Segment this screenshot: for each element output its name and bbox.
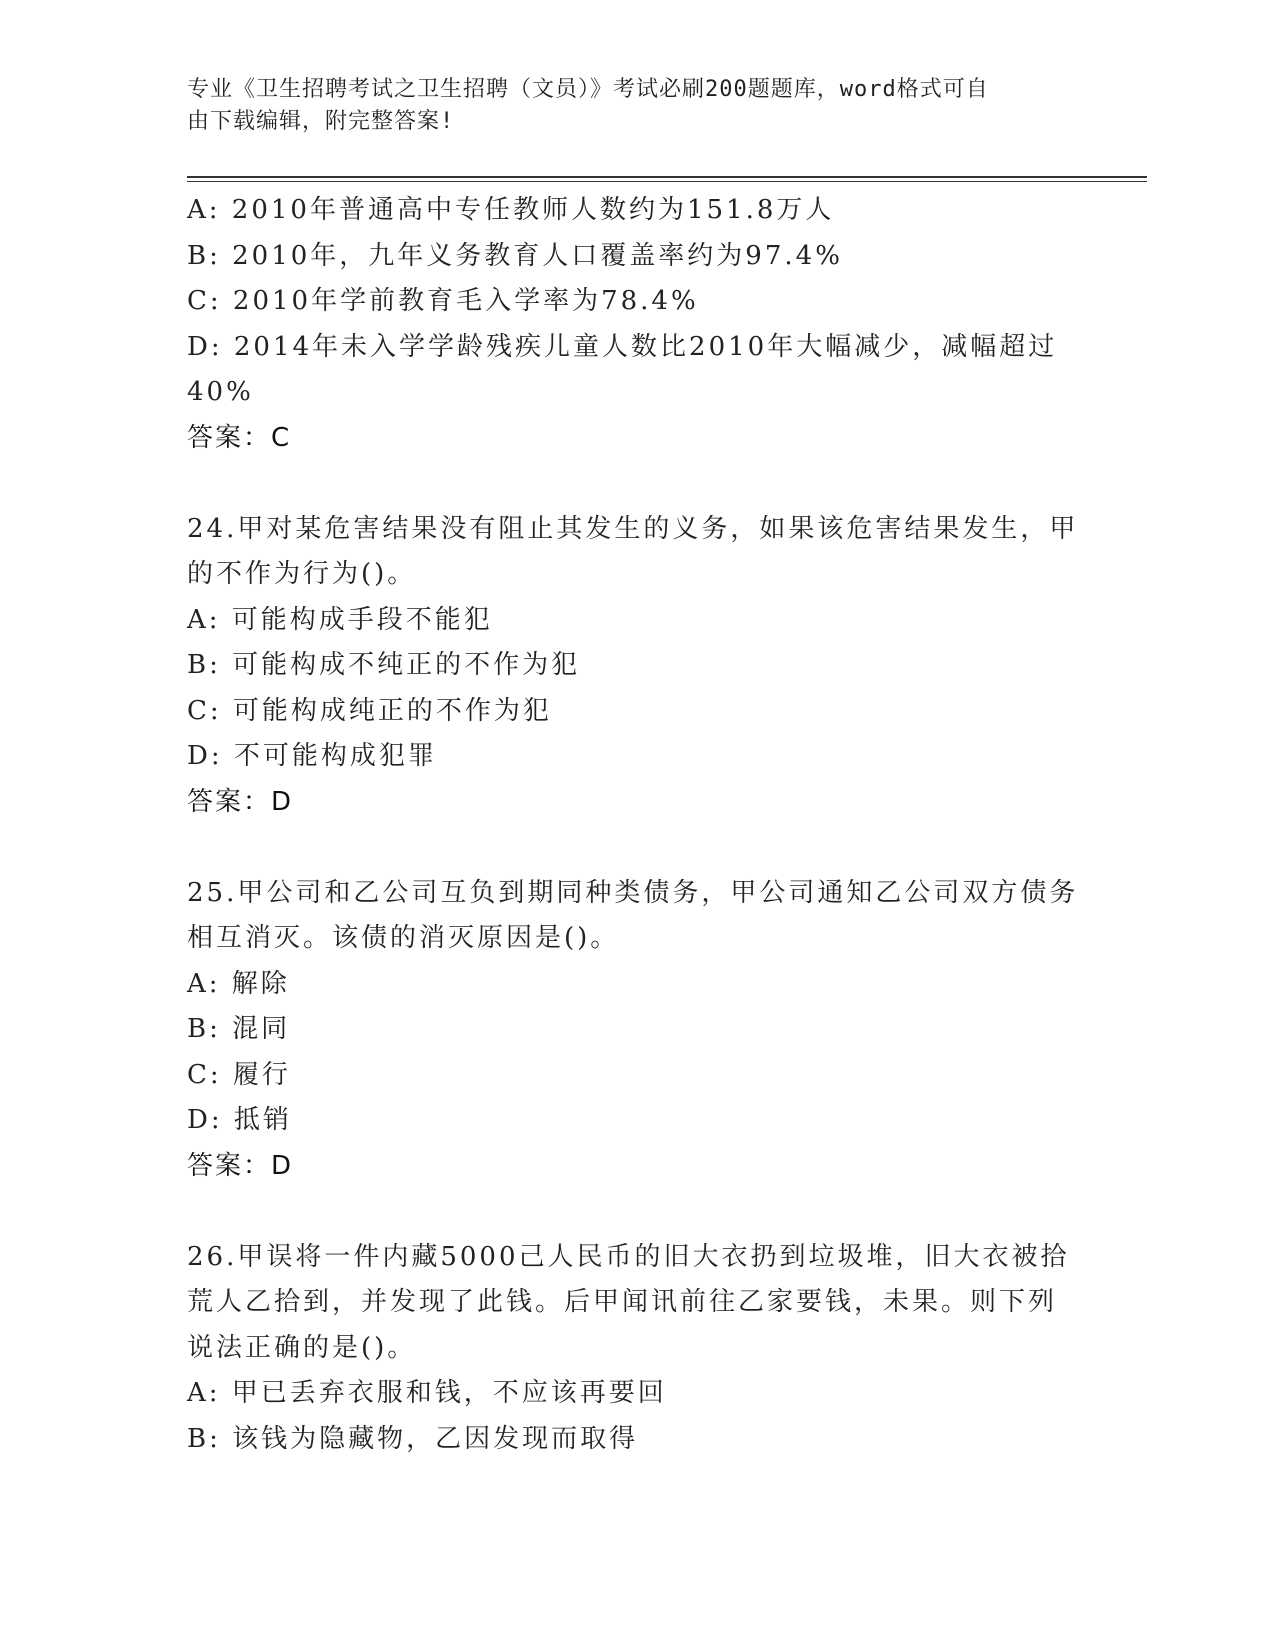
- option-a: A: 可能构成手段不能犯: [187, 604, 493, 635]
- question-24: [187, 507, 1087, 826]
- option-b: B: 2010年，九年义务教育人口覆盖率约为97.4%: [187, 240, 843, 271]
- spacer: [187, 461, 1087, 507]
- question-stem-line: 说法正确的是()。: [187, 1332, 417, 1363]
- option-c: C: 履行: [187, 1059, 291, 1090]
- option-d: D: 不可能构成犯罪: [187, 741, 437, 771]
- header-rule-thin: [187, 181, 1147, 182]
- option-a: A: 甲已丢弃衣服和钱，不应该再要回: [187, 1378, 667, 1408]
- answer-line: 答案：D: [187, 786, 294, 817]
- header-line-1: 专业《卫生招聘考试之卫生招聘（文员）》考试必刷200题题库，word格式可自: [187, 77, 989, 102]
- question-stem-line: 的不作为行为()。: [187, 559, 417, 589]
- option-b: B: 可能构成不纯正的不作为犯: [187, 650, 581, 680]
- document-header: [187, 74, 1067, 138]
- question-stem-line: 26.甲误将一件内藏5000己人民币的旧大衣扔到垃圾堆，旧大衣被拾: [187, 1241, 1070, 1272]
- spacer: [187, 1189, 1087, 1235]
- question-25: [187, 871, 1087, 1190]
- answer-line: 答案：D: [187, 1150, 294, 1181]
- option-c: C: 可能构成纯正的不作为犯: [187, 695, 552, 726]
- question-list: [187, 188, 1087, 1462]
- question-26: [187, 1235, 1087, 1463]
- header-rule-thick: [187, 176, 1147, 178]
- question-stem-line: 荒人乙拾到，并发现了此钱。后甲闻讯前往乙家要钱，未果。则下列: [187, 1287, 1058, 1317]
- option-d: D: 抵销: [187, 1105, 292, 1135]
- question-stem-line: 24.甲对某危害结果没有阻止其发生的义务，如果该危害结果发生，甲: [187, 513, 1079, 544]
- answer-line: 答案：C: [187, 422, 292, 453]
- question-stem-line: 相互消灭。该债的消灭原因是()。: [187, 923, 620, 953]
- option-c: C: 2010年学前教育毛入学率为78.4%: [187, 286, 699, 316]
- spacer: [187, 825, 1087, 871]
- option-b: B: 该钱为隐藏物，乙因发现而取得: [187, 1423, 639, 1454]
- option-a: A: 解除: [187, 968, 290, 999]
- question-23-continued: [187, 188, 1087, 461]
- question-stem-line: 25.甲公司和乙公司互负到期同种类债务，甲公司通知乙公司双方债务: [187, 877, 1079, 908]
- option-d: D: 2014年未入学学龄残疾儿童人数比2010年大幅减少，减幅超过: [187, 331, 1058, 362]
- option-b: B: 混同: [187, 1014, 291, 1044]
- header-line-2: 由下载编辑，附完整答案!: [187, 109, 455, 134]
- option-a: A: 2010年普通高中专任教师人数约为151.8万人: [187, 195, 835, 225]
- option-d-continued: 40%: [187, 377, 254, 407]
